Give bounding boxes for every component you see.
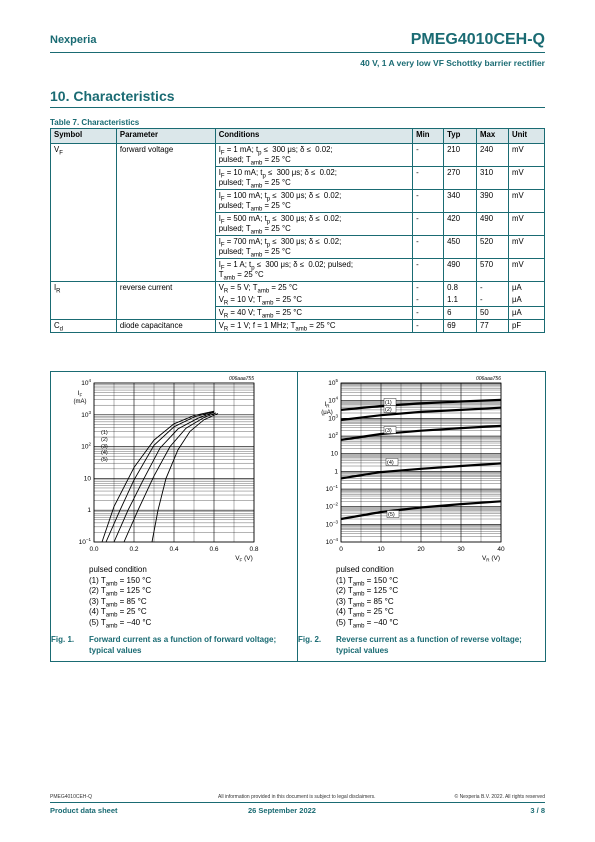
x-tick-label: 0.4	[169, 546, 179, 553]
series-label: (4)	[101, 450, 108, 456]
figure-1-box	[50, 371, 298, 662]
unit-cell: pF	[509, 320, 545, 333]
y-tick-label: $10^2$	[81, 441, 91, 451]
unit-cell: mV	[509, 167, 545, 190]
legend-line: pulsed condition	[89, 565, 147, 574]
col-header: Max	[477, 129, 509, 144]
typ-cell: 270	[444, 167, 477, 190]
min-cell: -	[413, 236, 444, 259]
min-cell: -	[413, 282, 444, 295]
min-cell: -	[413, 144, 444, 167]
reverse-current-chart	[298, 372, 545, 572]
series-label: (3)	[101, 444, 108, 450]
forward-current-chart	[51, 372, 297, 572]
y-tick-label: $10^{-4}$	[325, 537, 338, 546]
x-tick-label: 0	[339, 546, 343, 553]
conditions-cell: $V_R = 5$ V; $T_{amb} = 25$ °C	[215, 282, 412, 295]
series-label: (2)	[101, 437, 108, 443]
part-number: PMEG4010CEH-Q	[410, 31, 545, 48]
y-tick-label: 1	[334, 468, 338, 476]
col-header: Unit	[509, 129, 545, 144]
figure-1-number: Fig. 1.	[51, 635, 75, 644]
unit-cell: μA	[509, 282, 545, 295]
characteristics-table	[50, 128, 545, 333]
y-tick-label: $10^{-1}$	[325, 484, 338, 493]
x-axis-label: $V_R$ (V)	[481, 555, 501, 563]
figure-2-number: Fig. 2.	[298, 635, 322, 644]
figure-id: 006aaa755	[228, 376, 254, 382]
y-tick-label: $10^{-1}$	[78, 537, 91, 546]
header-rule	[50, 52, 545, 53]
legend-line: (2) $T_{amb} = 125$ °C	[89, 586, 152, 598]
figure-1-text: Forward current as a function of forward voltage; typical values	[89, 635, 277, 655]
footer-disclaimer: All information provided in this document is subject to legal disclaimers.	[218, 794, 376, 800]
series-label: (2)	[385, 407, 392, 413]
section-rule	[50, 107, 545, 108]
unit-cell: mV	[509, 259, 545, 282]
x-axis-label: $V_F$ (V)	[235, 555, 253, 563]
unit-cell: mV	[509, 236, 545, 259]
typ-cell: 210	[444, 144, 477, 167]
y-axis-unit: (μA)	[321, 410, 333, 416]
conditions-cell: $I_F = 1$ A; $t_p \le 300$ μs; δ ≤ 0.02; pulsed; $T_{amb} = 25$ °C	[215, 259, 412, 282]
series-label: (1)	[385, 400, 392, 406]
x-tick-label: 40	[497, 546, 505, 553]
x-tick-label: 0.2	[129, 546, 139, 553]
series-label: (5)	[388, 512, 395, 518]
series-label: (1)	[101, 430, 108, 436]
table-row	[51, 144, 545, 167]
max-cell: -	[477, 294, 509, 307]
max-cell: 570	[477, 259, 509, 282]
max-cell: 490	[477, 213, 509, 236]
x-tick-label: 20	[417, 546, 425, 553]
figure-1-legend	[89, 565, 151, 628]
y-axis-label: $I_F$	[77, 390, 83, 398]
legend-line: (5) $T_{amb} = -40$ °C	[336, 617, 399, 630]
table-caption: Table 7. Characteristics	[50, 118, 140, 127]
y-tick-label: 10	[330, 450, 338, 458]
max-cell: 77	[477, 320, 509, 333]
y-tick-label: $10^2$	[328, 431, 338, 440]
series-label: (4)	[387, 460, 394, 466]
max-cell: 390	[477, 190, 509, 213]
figure-id: 006aaa756	[475, 376, 501, 382]
y-tick-label: $10^5$	[328, 378, 338, 387]
part-subtitle: 40 V, 1 A very low VF Schottky barrier rectifier	[360, 58, 545, 68]
x-tick-label: 10	[377, 546, 385, 553]
unit-cell: μA	[509, 294, 545, 307]
legend-line: (5) $T_{amb} = -40$ °C	[89, 617, 152, 630]
footer-rule	[50, 802, 545, 803]
x-tick-label: 30	[457, 546, 465, 553]
min-cell: -	[413, 190, 444, 213]
figure-2-legend	[336, 565, 398, 628]
unit-cell: mV	[509, 144, 545, 167]
y-tick-label: $10^4$	[328, 395, 338, 405]
typ-cell: 450	[444, 236, 477, 259]
y-tick-label: $10^{-3}$	[325, 519, 338, 529]
legend-line: (4) $T_{amb} = 25$ °C	[89, 607, 147, 619]
parameter-cell: forward voltage	[116, 144, 215, 282]
conditions-cell: $I_F = 100$ mA; $t_p \le 300$ μs; δ ≤ 0.02; pulsed; $T_{amb} = 25$ °C	[215, 190, 412, 213]
y-axis-label: $I_R$	[324, 401, 330, 409]
col-header: Conditions	[215, 129, 412, 144]
y-tick-label: $10^4$	[81, 378, 91, 387]
conditions-cell: $V_R = 1$ V; f = 1 MHz; $T_{amb} = 25$ °C	[215, 320, 412, 333]
conditions-cell: $V_R = 10$ V; $T_{amb} = 25$ °C	[215, 294, 412, 307]
conditions-cell: $I_F = 10$ mA; $t_p \le 300$ μs; δ ≤ 0.02; pulsed; $T_{amb} = 25$ °C	[215, 167, 412, 190]
legend-line: (3) $T_{amb} = 85$ °C	[89, 596, 147, 609]
min-cell: -	[413, 167, 444, 190]
legend-line: (2) $T_{amb} = 125$ °C	[336, 586, 399, 598]
parameter-cell: diode capacitance	[116, 320, 215, 333]
max-cell: -	[477, 282, 509, 295]
brand-name: Nexperia	[50, 34, 97, 46]
typ-cell: 490	[444, 259, 477, 282]
col-header: Min	[413, 129, 444, 144]
footer-doc-type: Product data sheet	[50, 806, 118, 815]
conditions-cell: $I_F = 1$ mA; $t_p \le 300$ μs; δ ≤ 0.02; pulsed; $T_{amb} = 25$ °C	[215, 144, 412, 167]
x-tick-label: 0.6	[209, 546, 219, 553]
x-tick-label: 0.8	[249, 546, 259, 553]
y-tick-label: 10	[83, 475, 91, 483]
section-title: 10. Characteristics	[50, 88, 175, 104]
min-cell: -	[413, 213, 444, 236]
conditions-cell: $I_F = 500$ mA; $t_p \le 300$ μs; δ ≤ 0.02; pulsed; $T_{amb} = 25$ °C	[215, 213, 412, 236]
symbol-cell: $I_R$	[51, 282, 117, 320]
symbol-cell: $V_F$	[51, 144, 117, 282]
series-label: (3)	[385, 428, 392, 434]
series-line	[102, 411, 214, 542]
unit-cell: mV	[509, 190, 545, 213]
footer-doc-id: PMEG4010CEH-Q	[50, 794, 92, 800]
table-row	[51, 320, 545, 333]
min-cell: -	[413, 320, 444, 333]
y-axis-unit: (mA)	[73, 399, 87, 405]
col-header: Symbol	[51, 129, 117, 144]
y-tick-label: $10^3$	[81, 409, 91, 419]
table-header-row	[51, 129, 545, 144]
max-cell: 50	[477, 307, 509, 320]
parameter-cell: reverse current	[116, 282, 215, 320]
series-line	[124, 413, 216, 542]
max-cell: 520	[477, 236, 509, 259]
legend-line: (1) $T_{amb} = 150$ °C	[89, 575, 152, 588]
figure-2-text: Reverse current as a function of reverse voltage; typical values	[336, 635, 522, 655]
typ-cell: 6	[444, 307, 477, 320]
legend-line: (4) $T_{amb} = 25$ °C	[336, 607, 394, 619]
unit-cell: μA	[509, 307, 545, 320]
typ-cell: 1.1	[444, 294, 477, 307]
figure-2-box	[297, 371, 546, 662]
typ-cell: 0.8	[444, 282, 477, 295]
conditions-cell: $I_F = 700$ mA; $t_p \le 300$ μs; δ ≤ 0.02; pulsed; $T_{amb} = 25$ °C	[215, 236, 412, 259]
legend-line: (3) $T_{amb} = 85$ °C	[336, 596, 394, 609]
x-tick-label: 0.0	[89, 546, 99, 553]
table-row	[51, 282, 545, 295]
legend-line: pulsed condition	[336, 565, 394, 574]
legend-line: (1) $T_{amb} = 150$ °C	[336, 575, 399, 588]
typ-cell: 420	[444, 213, 477, 236]
col-header: Typ	[444, 129, 477, 144]
symbol-cell: $C_d$	[51, 320, 117, 333]
conditions-cell: $V_R = 40$ V; $T_{amb} = 25$ °C	[215, 307, 412, 320]
col-header: Parameter	[116, 129, 215, 144]
footer-copyright: © Nexperia B.V. 2022. All rights reserved	[454, 794, 545, 800]
min-cell: -	[413, 307, 444, 320]
min-cell: -	[413, 259, 444, 282]
series-label: (5)	[101, 457, 108, 463]
max-cell: 310	[477, 167, 509, 190]
typ-cell: 69	[444, 320, 477, 333]
y-tick-label: $10^{-2}$	[325, 501, 338, 511]
max-cell: 240	[477, 144, 509, 167]
unit-cell: mV	[509, 213, 545, 236]
typ-cell: 340	[444, 190, 477, 213]
min-cell: -	[413, 294, 444, 307]
footer-date: 26 September 2022	[248, 806, 316, 815]
y-tick-label: $10^3$	[328, 413, 338, 423]
footer-page: 3 / 8	[530, 806, 545, 815]
y-tick-label: 1	[87, 507, 91, 515]
